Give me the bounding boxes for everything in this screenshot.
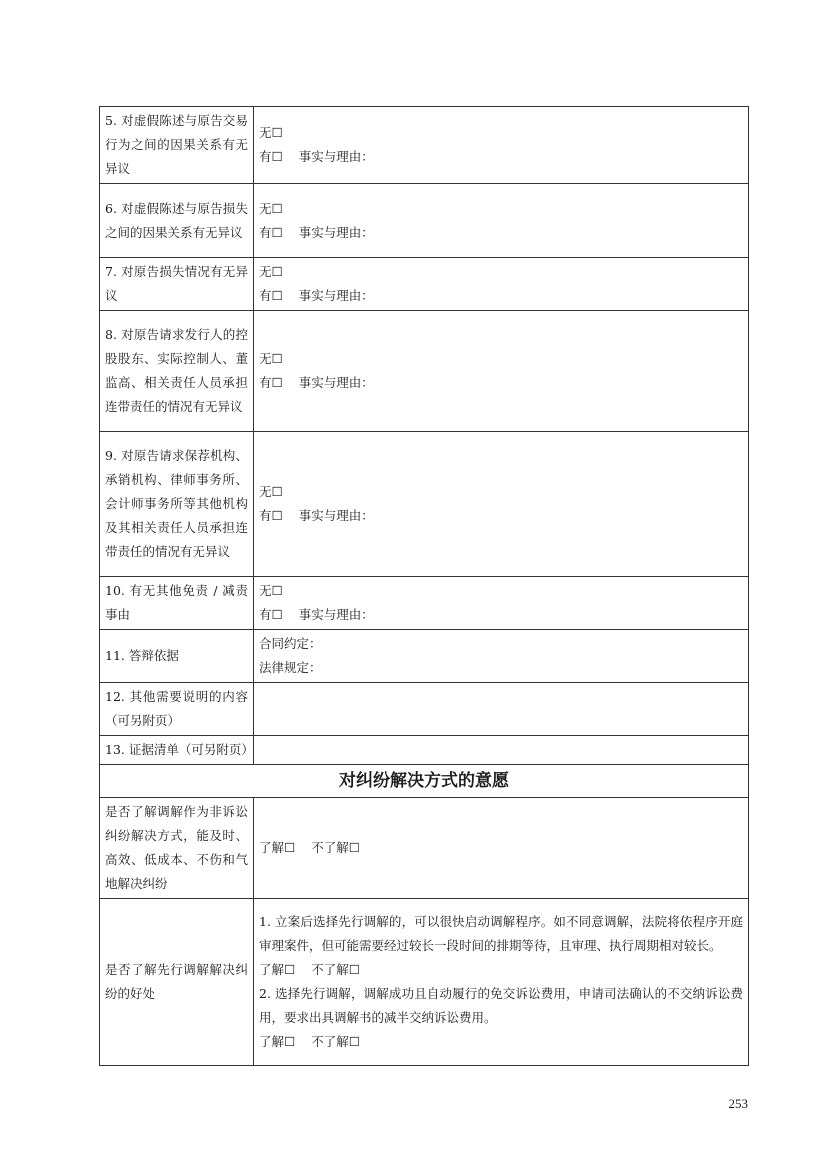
question-cell: 7. 对原告损失情况有无异议 [100, 258, 254, 311]
question-cell: 13. 证据清单（可另附页） [100, 736, 254, 765]
question-cell: 9. 对原告请求保荐机构、承销机构、律师事务所、会计师事务所等其他机构及其相关责任人员承担连带责任的情况有无异议 [100, 432, 254, 577]
answer-cell [254, 630, 749, 683]
answer-cell [254, 258, 749, 311]
not-understand-checkbox[interactable]: 不了解☐ [311, 962, 360, 977]
reason-label: 事实与理由： [298, 288, 374, 303]
question-cell: 10. 有无其他免责 / 减责事由 [100, 577, 254, 630]
reason-label: 事实与理由： [298, 607, 374, 622]
question-cell: 是否了解先行调解解决纠纷的好处 [100, 899, 254, 1066]
question-cell: 11. 答辩依据 [100, 630, 254, 683]
answer-cell [254, 798, 749, 899]
table-row [100, 798, 749, 899]
answer-cell [254, 311, 749, 432]
question-cell: 12. 其他需要说明的内容（可另附页） [100, 683, 254, 736]
not-understand-checkbox[interactable]: 不了解☐ [311, 1034, 360, 1049]
other-notes-field[interactable] [254, 683, 749, 736]
option-none-checkbox[interactable]: 无☐ [259, 351, 283, 366]
section-title: 对纠纷解决方式的意愿 [100, 765, 749, 798]
legal-basis-field[interactable]: 法律规定： [259, 660, 322, 675]
contract-basis-field[interactable]: 合同约定： [259, 636, 322, 651]
question-cell: 6. 对虚假陈述与原告损失之间的因果关系有无异议 [100, 184, 254, 258]
table-row [100, 107, 749, 184]
question-cell: 8. 对原告请求发行人的控股股东、实际控制人、董监高、相关责任人员承担连带责任的情况有无异议 [100, 311, 254, 432]
option-none-checkbox[interactable]: 无☐ [259, 583, 283, 598]
table-row [100, 736, 749, 765]
option-yes-checkbox[interactable]: 有☐ [259, 607, 283, 622]
reason-label: 事实与理由： [298, 224, 374, 240]
understand-checkbox[interactable]: 了解☐ [259, 962, 296, 977]
question-cell: 5. 对虚假陈述与原告交易行为之间的因果关系有无异议 [100, 107, 254, 184]
option-yes-checkbox[interactable]: 有☐ [259, 288, 283, 303]
table-row [100, 184, 749, 258]
question-cell: 是否了解调解作为非诉讼纠纷解决方式，能及时、高效、低成本、不伤和气地解决纠纷 [100, 798, 254, 899]
table-row [100, 311, 749, 432]
answer-cell [254, 432, 749, 577]
understand-checkbox[interactable]: 了解☐ [259, 840, 296, 855]
not-understand-checkbox[interactable]: 不了解☐ [311, 840, 360, 855]
option-none-checkbox[interactable]: 无☐ [259, 125, 283, 140]
defense-form-table [99, 106, 749, 1066]
reason-label: 事实与理由： [298, 375, 374, 390]
option-yes-checkbox[interactable]: 有☐ [259, 224, 283, 240]
option-yes-checkbox[interactable]: 有☐ [259, 149, 283, 164]
answer-cell [254, 184, 749, 258]
section-header-row [100, 765, 749, 798]
option-yes-checkbox[interactable]: 有☐ [259, 375, 283, 390]
reason-label: 事实与理由： [298, 508, 374, 523]
page-number: 253 [728, 1096, 748, 1111]
understand-checkbox[interactable]: 了解☐ [259, 1034, 296, 1049]
answer-cell [254, 899, 749, 1066]
reason-label: 事实与理由： [298, 149, 374, 164]
benefit-paragraph-1: 1. 立案后选择先行调解的，可以很快启动调解程序。如不同意调解，法院将依程序开庭审理案件，但可能需要经过较长一段时间的排期等待，且审理、执行周期相对较长。 [259, 914, 743, 953]
option-none-checkbox[interactable]: 无☐ [259, 200, 283, 216]
option-none-checkbox[interactable]: 无☐ [259, 264, 283, 279]
option-none-checkbox[interactable]: 无☐ [259, 484, 283, 499]
table-row [100, 683, 749, 736]
table-row [100, 258, 749, 311]
option-yes-checkbox[interactable]: 有☐ [259, 508, 283, 523]
table-row [100, 630, 749, 683]
table-row [100, 577, 749, 630]
answer-cell [254, 107, 749, 184]
benefit-paragraph-2: 2. 选择先行调解，调解成功且自动履行的免交诉讼费用，申请司法确认的不交纳诉讼费用，要求出具调解书的减半交纳诉讼费用。 [259, 986, 743, 1025]
table-row [100, 899, 749, 1066]
evidence-list-field[interactable] [254, 736, 749, 765]
answer-cell [254, 577, 749, 630]
table-row [100, 432, 749, 577]
